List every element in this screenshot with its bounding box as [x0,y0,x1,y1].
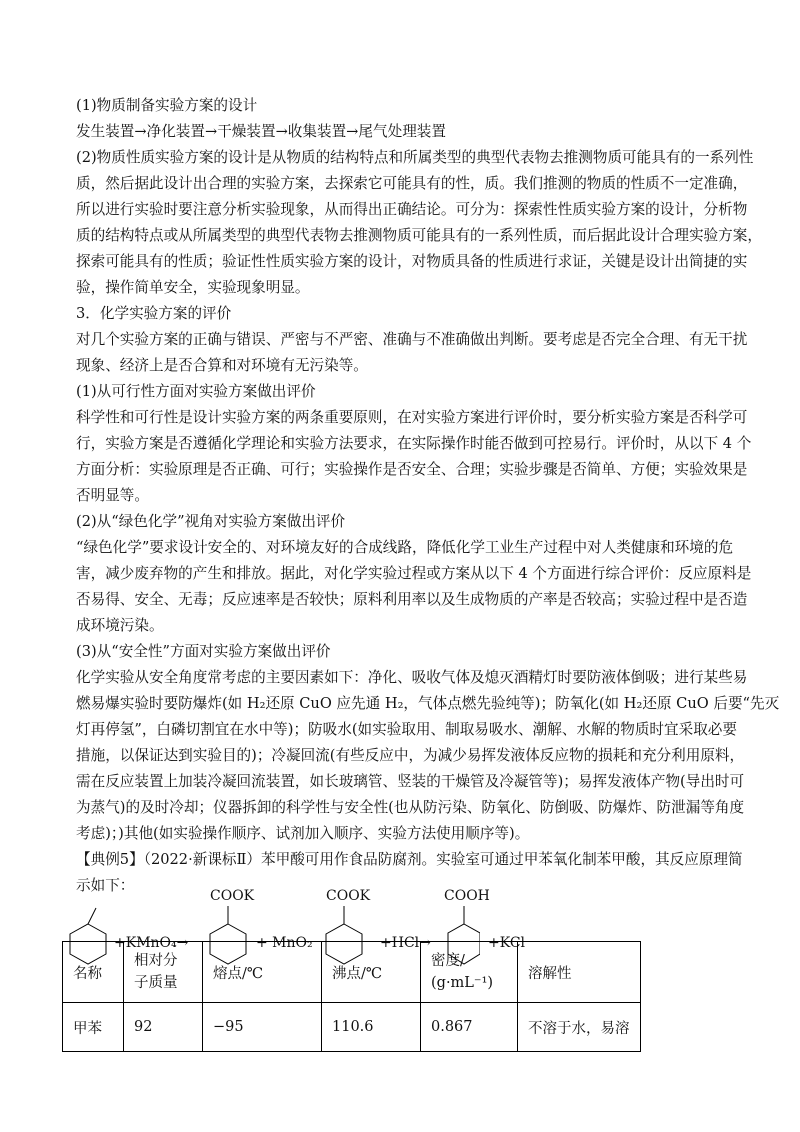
subheading-green-chemistry: (2)从“绿色化学”视角对实验方案做出评价 [76,513,346,530]
byproduct-mno2: + MnO₂ [256,935,313,951]
header-density [421,942,518,1003]
text-line: 考虑)；)其他(如实验操作顺序、试剂加入顺序、实验方法使用顺序等)。 [76,825,530,842]
text-line: 示如下： [76,877,135,894]
text-line: 否明显等。 [76,487,149,504]
text-line: 方面分析：实验原理是否正确、可行；实验操作是否安全、合理；实验步骤是否简单、方便；实验效果是 [76,461,748,478]
text-line: 质，然后据此设计出合理的实验方案，去探索它可能具有的性，质。我们推测的物质的性质不一定准确， [76,175,748,192]
text-line: 现象、经济上是否合算和对环境有无污染等。 [76,357,368,374]
subheading-feasibility: (1)从可行性方面对实验方案做出评价 [76,383,316,400]
text-line: 质的结构特点或从所属类型的典型代表物去推测物质可能具有的一系列性质，而后据此设计合理实验方案， [76,227,762,244]
cell-melting-point: −95 [203,1003,322,1052]
text-line: 行，实验方案是否遵循化学理论和实验方法要求，在实际操作时能否做到可控易行。评价时，从以下 4 个 [76,435,752,452]
cooh-group-label: COOH [444,888,490,904]
text-line: 探索可能具有的性质；验证性性质实验方案的设计，对物质具备的性质进行求证，关键是设计出简捷的实 [76,253,748,270]
header-density-line1: 密度/ [431,953,465,969]
text-line: 成环境污染。 [76,617,164,634]
cell-name: 甲苯 [63,1003,124,1052]
byproduct-kcl: +KCl [488,935,526,951]
cell-density: 0.867 [421,1003,518,1052]
reagent-kmno4: +KMnO₄→ [114,935,189,951]
table-row [63,1003,641,1052]
header-name: 名称 [63,942,124,1003]
text-line: 化学实验从安全角度常考虑的主要因素如下：净化、吸收气体及熄灭酒精灯时要防液体倒吸；进行某些易 [76,669,748,686]
header-molar-mass-line1: 相对分 [134,953,178,969]
text-line: 否易得、安全、无毒；反应速率是否较快；原料利用率以及生成物质的产率是否较高；实验过程中是否造 [76,591,748,608]
header-molar-mass-line2: 子质量 [134,975,178,991]
text-line: 科学性和可行性是设计实验方案的两条重要原则，在对实验方案进行评价时，要分析实验方案是否科学可 [76,409,748,426]
property-table [62,941,641,1052]
text-line: (2)物质性质实验方案的设计是从物质的结构特点和所属类型的典型代表物去推测物质可能具有的一系列性 [76,149,754,166]
text-line: 需在反应装置上加装冷凝回流装置，如长玻璃管、竖装的干燥管及冷凝管等)；易挥发液体产物(导出时可 [76,773,745,790]
text-line: 措施，以保证达到实验目的)；冷凝回流(有些反应中，为减少易挥发液体反应物的损耗和充分利用原料， [76,747,745,764]
text-line: “绿色化学”要求设计安全的、对环境友好的合成线路，降低化学工业生产过程中对人类健康和环境的危 [76,539,734,556]
text-line: 害，减少废弃物的产生和排放。据此，对化学实验过程或方案从以下 4 个方面进行综合评价：反应原料是 [76,565,752,582]
cook-group-label-2: COOK [326,888,371,904]
header-solubility: 溶解性 [518,942,641,1003]
text-line: 为蒸气)的及时冷却；仪器拆卸的科学性与安全性(也从防污染、防氧化、防倒吸、防爆炸、防泄漏等角度 [76,799,745,816]
section-heading-evaluation: 3．化学实验方案的评价 [76,305,232,322]
header-boiling-point: 沸点/℃ [322,942,421,1003]
cell-solubility: 不溶于水，易溶 [518,1003,641,1052]
text-line: 所以进行实验时要注意分析实验现象，从而得出正确结论。可分为：探索性性质实验方案的设计，分析物 [76,201,748,218]
subheading-safety: (3)从“安全性”方面对实验方案做出评价 [76,643,331,660]
reagent-hcl: +HCl→ [380,935,431,951]
example-heading: 【典例5】（2022·新课标Ⅱ）苯甲酸可用作食品防腐剂。实验室可通过甲苯氧化制苯甲酸，其反应原理简 [76,851,743,868]
header-melting-point: 熔点/℃ [203,942,322,1003]
header-density-line2: (g·mL⁻¹) [431,975,494,991]
cook-group-label: COOK [210,888,255,904]
text-line: 发生装置→净化装置→干燥装置→收集装置→尾气处理装置 [76,123,446,140]
table-header-row [63,942,641,1003]
text-line: 灯再停氢”，白磷切割宜在水中等)；防吸水(如实验取用、制取易吸水、潮解、水解的物质时宜采取必要 [76,721,737,738]
text-line: 对几个实验方案的正确与错误、严密与不严密、准确与不准确做出判断。要考虑是否完全合理、有无干扰 [76,331,748,348]
header-molar-mass [124,942,203,1003]
cell-molar-mass: 92 [124,1003,203,1052]
text-line: 燃易爆实验时要防爆炸(如 H₂还原 CuO 应先通 H₂，气体点燃先验纯等)；防氧化(如 H₂还原 CuO 后要“先灭 [76,695,780,712]
cell-boiling-point: 110.6 [322,1003,421,1052]
heading-prep-design: (1)物质制备实验方案的设计 [76,97,258,114]
text-line: 验，操作简单安全，实验现象明显。 [76,279,310,296]
